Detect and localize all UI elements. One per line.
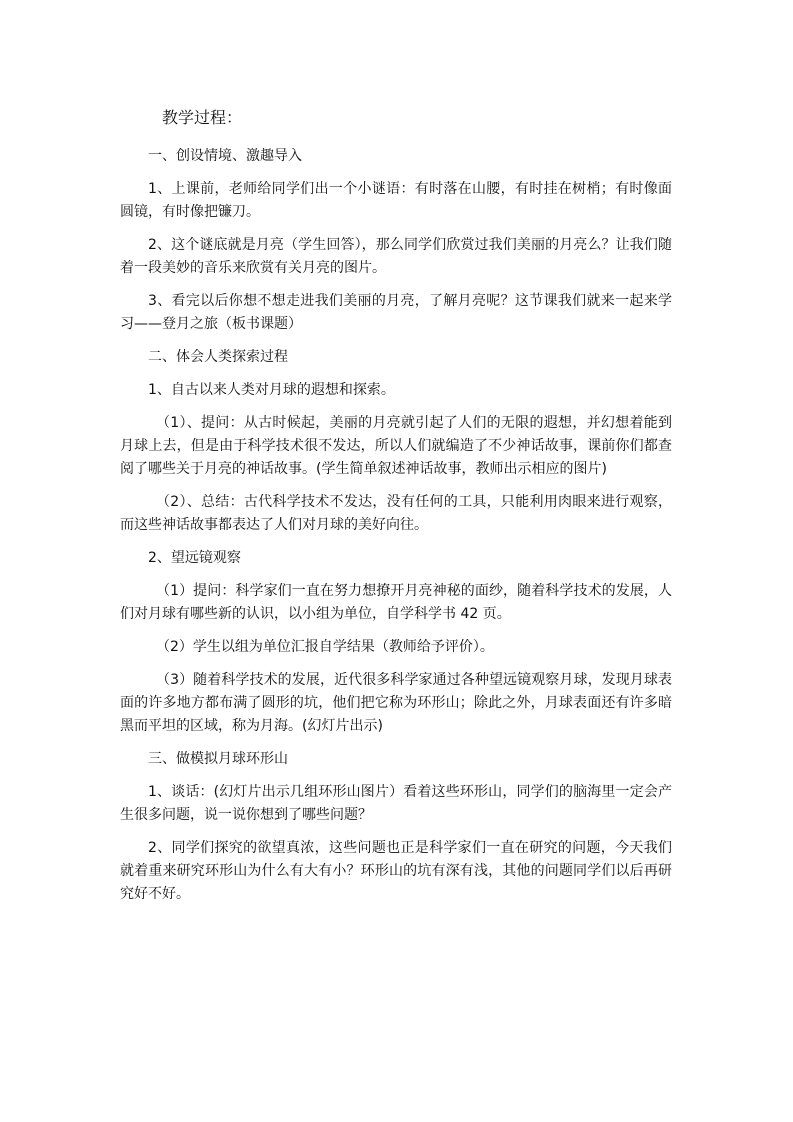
paragraph: 2、望远镜观察 <box>148 550 241 566</box>
paragraph: （3）随着科学技术的发展，近代很多科学家通过各种望远镜观察月球，发现月球表面的许多地方都布满了圆形的坑，他们把它称为环形山；除此之外，月球表面还有许多暗黑而平坦的区域，称为月海。(幻灯片出示) <box>120 672 672 734</box>
paragraph: （1）提问：科学家们一直在努力想撩开月亮神秘的面纱，随着科学技术的发展，人们对月球有哪些新的认识，以小组为单位，自学科学书 42 页。 <box>120 583 672 622</box>
document-title: 教学过程： <box>162 108 243 127</box>
paragraph: 3、看完以后你想不想走进我们美丽的月亮，了解月亮呢？这节课我们就来一起来学习——登月之旅（板书课题） <box>120 293 672 332</box>
paragraph: 2、这个谜底就是月亮（学生回答），那么同学们欣赏过我们美丽的月亮么？让我们随着一段美妙的音乐来欣赏有关月亮的图片。 <box>120 237 672 276</box>
section-heading: 二、体会人类探索过程 <box>148 349 288 365</box>
section-heading: 一、创设情境、激趣导入 <box>148 148 302 164</box>
paragraph: 1、谈话：(幻灯片出示几组环形山图片）看着这些环形山，同学们的脑海里一定会产生很多问题，说一说你想到了哪些问题？ <box>120 784 672 823</box>
paragraph: （2）、总结：古代科学技术不发达，没有任何的工具，只能利用肉眼来进行观察，而这些神话故事都表达了人们对月球的美好向往。 <box>120 494 672 533</box>
paragraph: （1）、提问：从古时候起，美丽的月亮就引起了人们的无限的遐想，并幻想着能到月球上去，但是由于科学技术很不发达，所以人们就编造了不少神话故事，课前你们都查阅了哪些关于月亮的神话故事。(学生简单叙述神话故事，教师出示相应的图片) <box>120 415 672 477</box>
document-body <box>120 100 672 916</box>
paragraph: （2）学生以组为单位汇报自学结果（教师给予评价）。 <box>156 639 494 655</box>
paragraph: 1、上课前，老师给同学们出一个小谜语：有时落在山腰，有时挂在树梢；有时像面圆镜，有时像把镰刀。 <box>120 181 672 220</box>
paragraph: 1、自古以来人类对月球的遐想和探索。 <box>148 382 395 398</box>
section-heading: 三、做模拟月球环形山 <box>148 751 288 767</box>
paragraph: 2、同学们探究的欲望真浓，这些问题也正是科学家们一直在研究的问题，今天我们就着重来研究环形山为什么有大有小？环形山的坑有深有浅，其他的问题同学们以后再研究好不好。 <box>120 840 672 902</box>
